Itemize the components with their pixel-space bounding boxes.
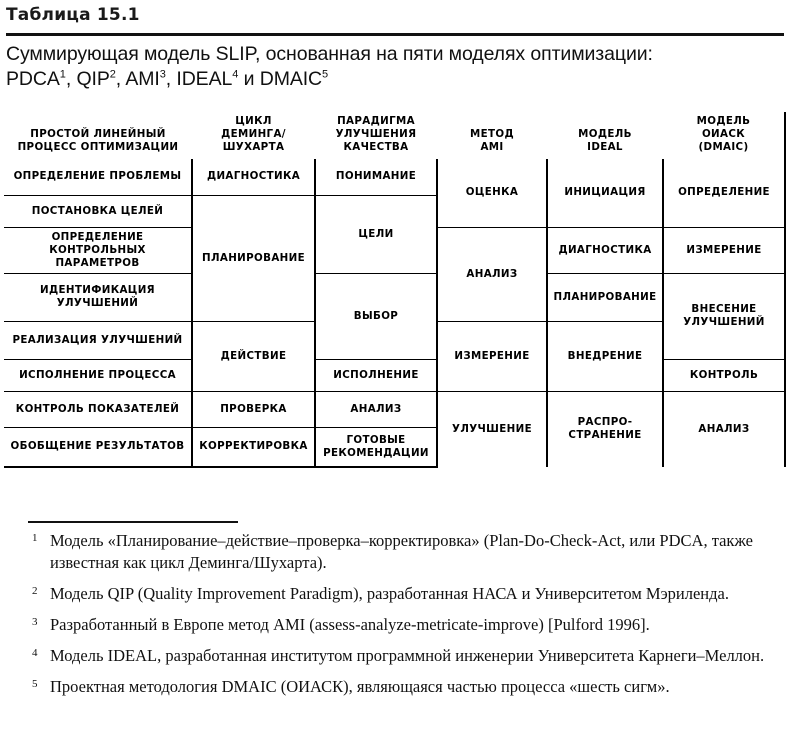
title-segment: , AMI	[115, 68, 160, 90]
table-row	[4, 359, 785, 391]
cell-qip-5: АНАЛИЗ	[315, 391, 437, 427]
cell-deming-1: ДИАГНОСТИКА	[192, 159, 315, 195]
column-header-linear-process	[4, 112, 192, 159]
column-header-ideal	[547, 112, 663, 159]
table-row	[4, 273, 785, 321]
cell-process-8: ОБОБЩЕНИЕ РЕЗУЛЬТАТОВ	[4, 427, 192, 467]
cell-qip-4: ИСПОЛНЕНИЕ	[315, 359, 437, 391]
footnote-marker: 2	[32, 585, 38, 597]
table-number: Таблица 15.1	[6, 5, 140, 25]
header-line: ПРОСТОЙ ЛИНЕЙНЫЙ	[30, 128, 166, 140]
footnote-item	[28, 583, 790, 605]
footnote-text: Модель QIP (Quality Improvement Paradigm), разработанная НАСА и Университетом Мэриленда.	[50, 584, 729, 603]
cell-process-4: ИДЕНТИФИКАЦИЯ УЛУЧШЕНИЙ	[4, 273, 192, 321]
cell-dmaic-2: ИЗМЕРЕНИЕ	[663, 227, 785, 273]
title-segment: и DMAIC	[238, 68, 323, 90]
cell-ami-2: АНАЛИЗ	[437, 227, 547, 321]
cell-ami-4: УЛУЧШЕНИЕ	[437, 391, 547, 467]
cell-ami-1: ОЦЕНКА	[437, 159, 547, 227]
table-title-line2	[6, 68, 328, 90]
header-line: МОДЕЛЬ	[578, 128, 632, 140]
cell-dmaic-4: КОНТРОЛЬ	[663, 359, 785, 391]
title-segment: PDCA	[6, 68, 60, 90]
cell-ideal-4: ВНЕДРЕНИЕ	[547, 321, 663, 391]
header-line: (DMAIC)	[698, 141, 749, 153]
cell-process-5: РЕАЛИЗАЦИЯ УЛУЧШЕНИЙ	[4, 321, 192, 359]
header-line: ШУХАРТА	[222, 141, 285, 153]
cell-deming-4: ПРОВЕРКА	[192, 391, 315, 427]
column-header-ami	[437, 112, 547, 159]
caption-divider-rule	[6, 33, 784, 36]
header-line: ЦИКЛ	[235, 115, 272, 127]
footnote-marker: 4	[32, 647, 38, 659]
footnote-item	[28, 614, 790, 636]
header-line: КАЧЕСТВА	[343, 141, 409, 153]
header-line: ПАРАДИГМА	[337, 115, 415, 127]
cell-dmaic-1: ОПРЕДЕЛЕНИЕ	[663, 159, 785, 227]
cell-process-1: ОПРЕДЕЛЕНИЕ ПРОБЛЕМЫ	[13, 170, 182, 183]
cell-ami-3: ИЗМЕРЕНИЕ	[437, 321, 547, 391]
table-row	[4, 159, 785, 195]
title-segment: , QIP	[65, 68, 110, 90]
footnote-marker: 3	[32, 616, 38, 628]
footnote-text: Модель IDEAL, разработанная институтом программной инженерии Университета Карнеги–Меллон.	[50, 646, 765, 665]
footnote-divider-rule	[28, 521, 238, 523]
cell-qip-3: ВЫБОР	[315, 273, 437, 359]
cell-ideal-3: ПЛАНИРОВАНИЕ	[547, 273, 663, 321]
cell-process-6: ИСПОЛНЕНИЕ ПРОЦЕССА	[4, 359, 192, 391]
footnote-text: Разработанный в Европе метод AMI (assess-analyze-metricate-improve) [Pulford 1996].	[50, 615, 650, 634]
footnote-text: Модель «Планирование–действие–проверка–корректировка» (Plan-Do-Check-Act, или PDCA, также известная как цикл Деминга/Шухарта).	[50, 531, 753, 572]
cell-process-2: ПОСТАНОВКА ЦЕЛЕЙ	[4, 195, 192, 227]
column-header-deming-cycle	[192, 112, 315, 159]
footnote-list	[28, 530, 790, 707]
footnote-marker: 5	[32, 678, 38, 690]
header-line: AMI	[480, 141, 504, 153]
cell-process-3: ОПРЕДЕЛЕНИЕ КОНТРОЛЬНЫХ ПАРАМЕТРОВ	[4, 227, 192, 273]
header-line: МОДЕЛЬ	[696, 115, 751, 127]
cell-deming-3: ДЕЙСТВИЕ	[192, 321, 315, 391]
table-row	[4, 391, 785, 427]
header-line: МЕТОД	[470, 128, 514, 140]
footnote-ref: 5	[322, 68, 329, 81]
footnote-ref: 4	[232, 68, 239, 81]
cell-process-7: КОНТРОЛЬ ПОКАЗАТЕЛЕЙ	[4, 391, 192, 427]
cell-ideal-5: РАСПРО- СТРАНЕНИЕ	[547, 391, 663, 467]
cell-deming-2: ПЛАНИРОВАНИЕ	[192, 195, 315, 321]
cell-qip-2: ЦЕЛИ	[315, 195, 437, 273]
cell-ideal-1: ИНИЦИАЦИЯ	[547, 159, 663, 227]
footnote-ref: 1	[59, 68, 66, 81]
cell-deming-5: КОРРЕКТИРОВКА	[192, 427, 315, 467]
table-header-row	[4, 112, 785, 159]
cell-dmaic-5: АНАЛИЗ	[663, 391, 785, 467]
column-header-qip	[315, 112, 437, 159]
table-title	[6, 42, 784, 92]
column-header-dmaic	[663, 112, 785, 159]
title-segment: , IDEAL	[165, 68, 233, 90]
table-title-line1: Суммирующая модель SLIP, основанная на пяти моделях оптимизации:	[6, 43, 653, 65]
cell-qip-6: ГОТОВЫЕ РЕКОМЕНДАЦИИ	[315, 427, 437, 467]
header-line: ОИАСК	[701, 128, 746, 140]
cell-dmaic-3: ВНЕСЕНИЕ УЛУЧШЕНИЙ	[663, 273, 785, 359]
footnote-text: Проектная методология DMAIC (ОИАСК), являющаяся частью процесса «шесть сигм».	[50, 677, 670, 696]
footnote-item	[28, 530, 790, 574]
slip-summary-table	[4, 112, 786, 504]
footnote-item	[28, 676, 790, 698]
header-line: IDEAL	[587, 141, 623, 153]
footnote-marker: 1	[32, 532, 38, 544]
footnote-ref: 2	[109, 68, 116, 81]
footnote-item	[28, 645, 790, 667]
header-line: УЛУЧШЕНИЯ	[335, 128, 417, 140]
header-line: ДЕМИНГА/	[221, 128, 286, 140]
header-line: ПРОЦЕСС ОПТИМИЗАЦИИ	[17, 141, 179, 153]
cell-ideal-2: ДИАГНОСТИКА	[547, 227, 663, 273]
footnote-ref: 3	[159, 68, 166, 81]
cell-qip-1: ПОНИМАНИЕ	[315, 159, 437, 195]
